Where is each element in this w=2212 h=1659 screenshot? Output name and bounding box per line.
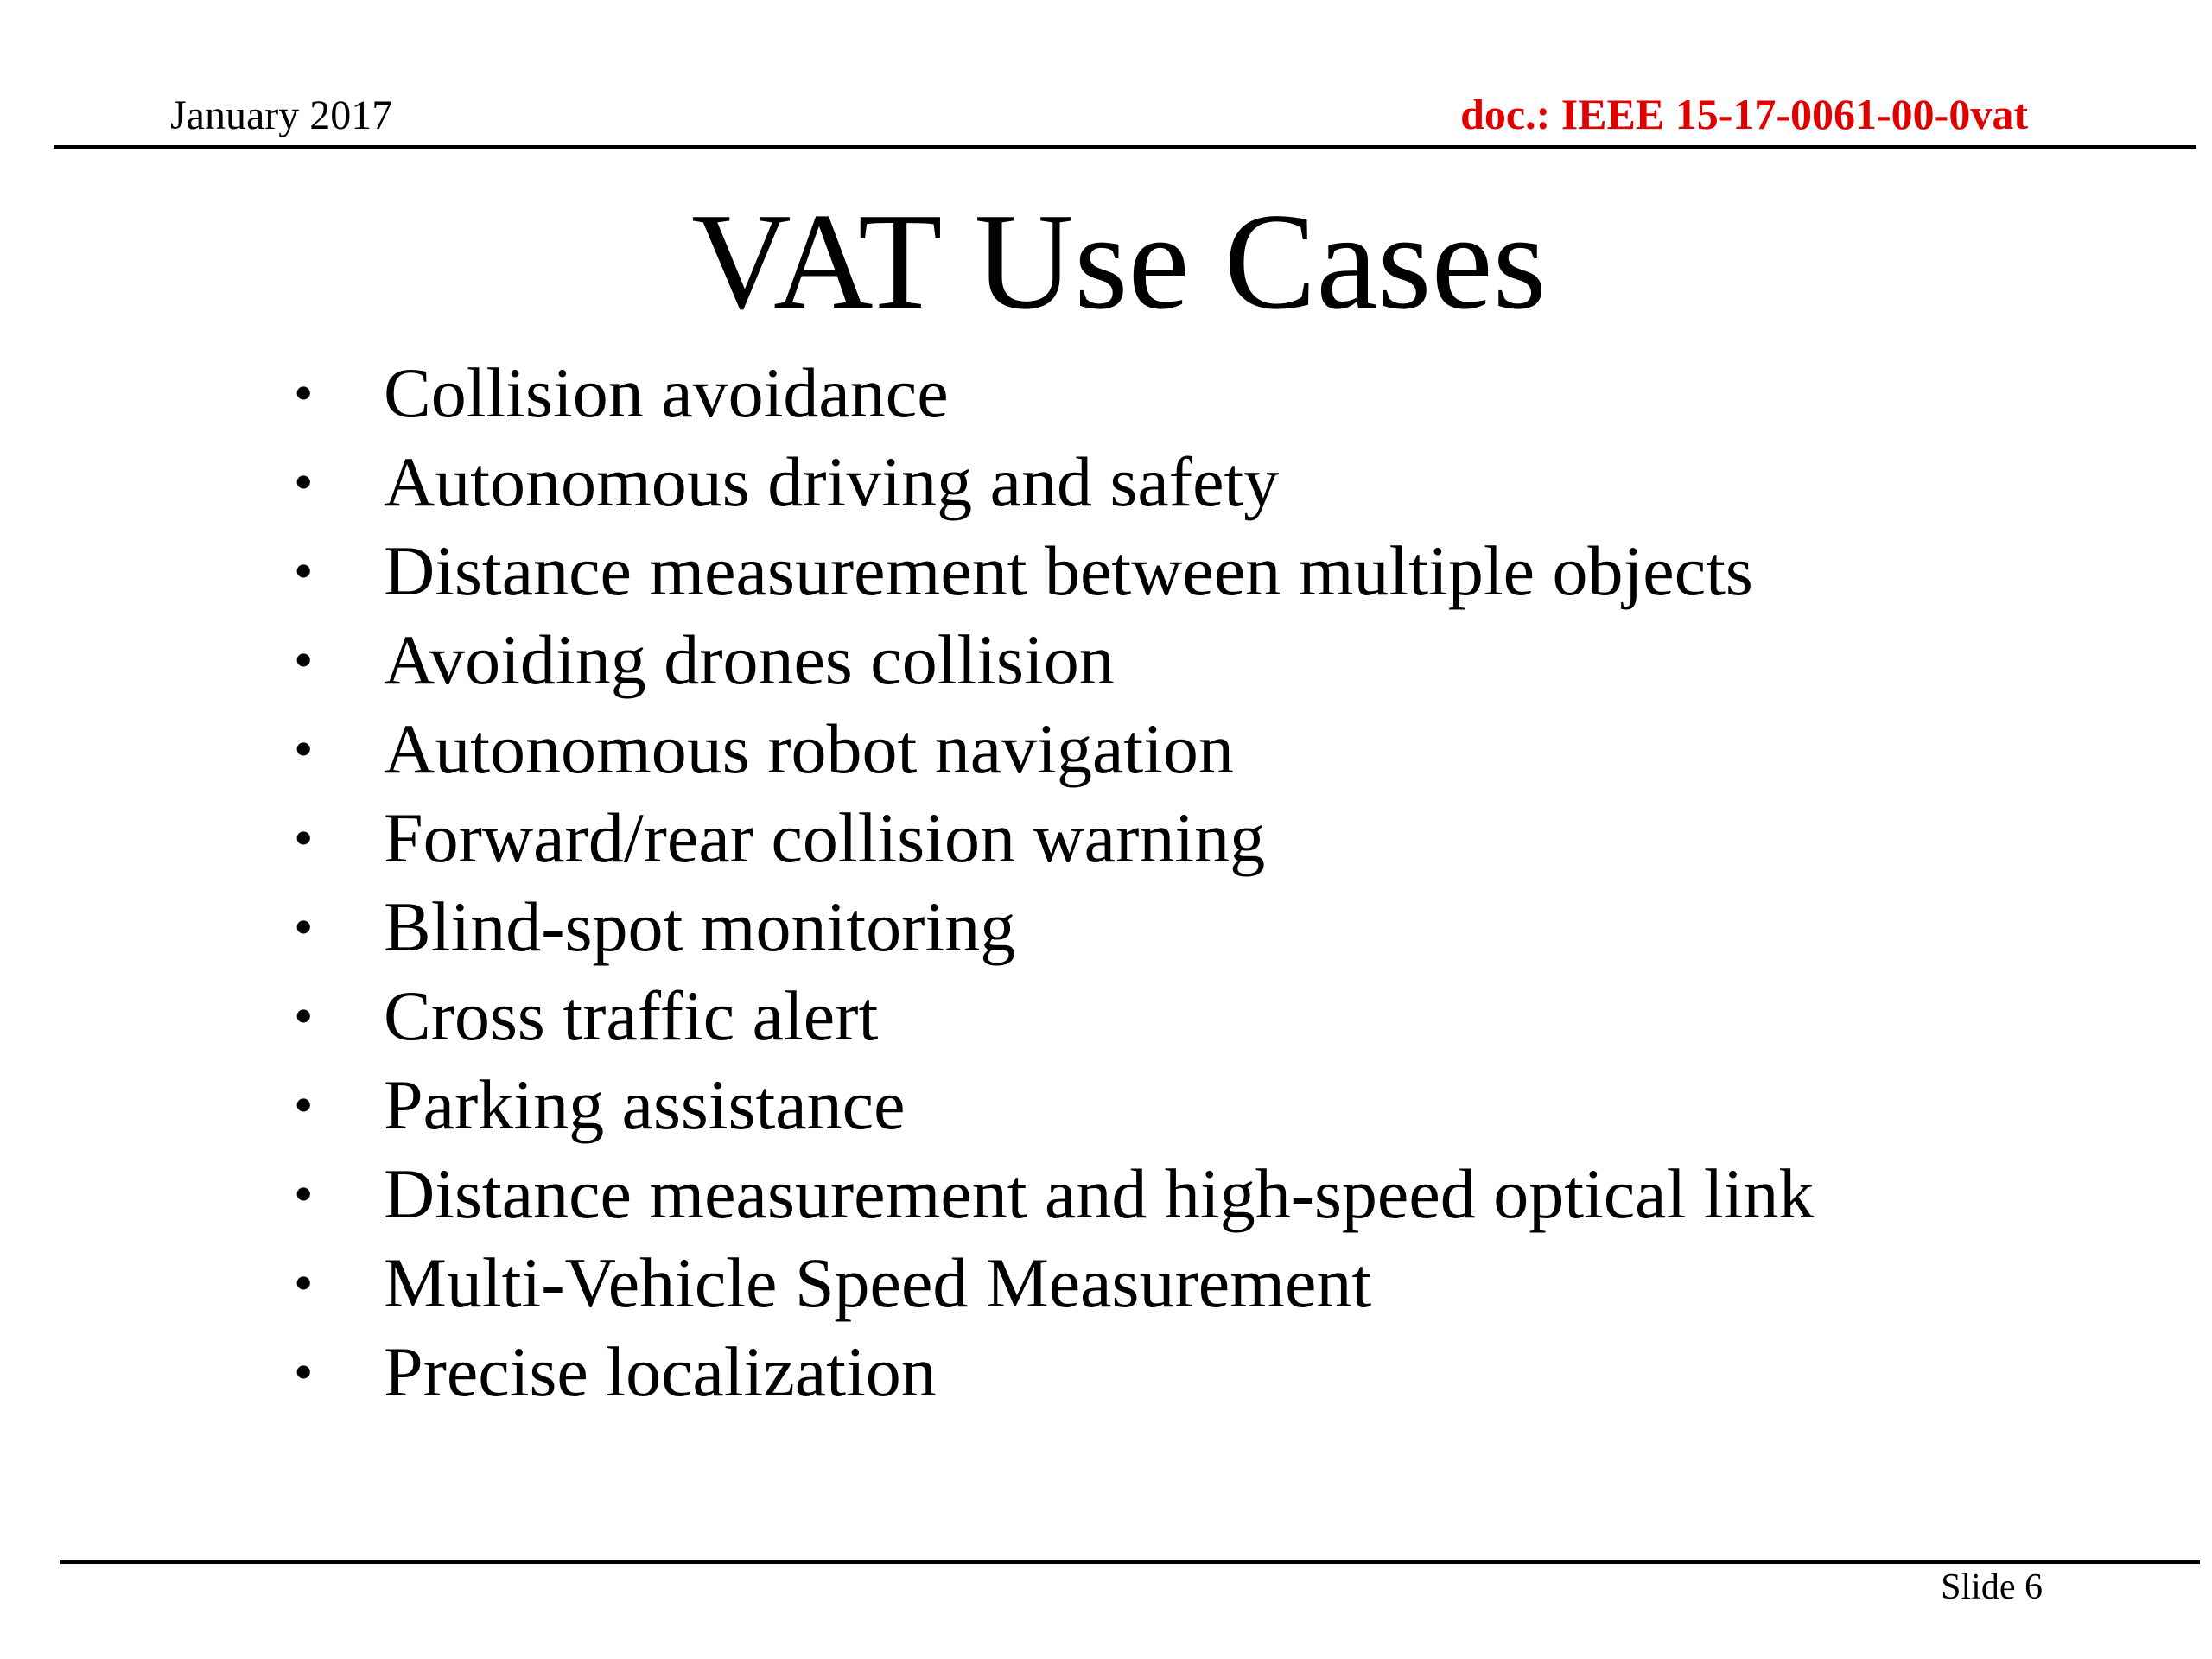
bullet-icon: • — [294, 540, 314, 601]
header-date: January 2017 — [170, 92, 393, 138]
bullet-icon: • — [294, 718, 314, 779]
bullet-icon: • — [294, 985, 314, 1046]
slide-number: Slide 6 — [1941, 1567, 2043, 1607]
bullet-icon: • — [294, 1341, 314, 1402]
list-item-text: Distance measurement and high-speed optical link — [384, 1154, 1815, 1233]
bullet-icon: • — [294, 629, 314, 690]
list-item-text: Autonomous robot navigation — [384, 709, 1234, 788]
footer-divider — [60, 1560, 2200, 1564]
list-item-text: Avoiding drones collision — [384, 620, 1115, 699]
header-doc-id: doc.: IEEE 15-17-0061-00-0vat — [1460, 90, 2028, 138]
bullet-icon: • — [294, 362, 314, 423]
list-item-text: Cross traffic alert — [384, 976, 879, 1055]
list-item-text: Autonomous driving and safety — [384, 442, 1280, 521]
list-item-text: Distance measurement between multiple objects — [384, 531, 1753, 610]
list-item-text: Parking assistance — [384, 1065, 906, 1144]
list-item-text: Forward/rear collision warning — [384, 798, 1266, 877]
bullet-icon: • — [294, 896, 314, 957]
bullet-icon: • — [294, 1163, 314, 1224]
bullet-icon: • — [294, 1252, 314, 1313]
list-item-text: Collision avoidance — [384, 353, 949, 432]
list-item-text: Precise localization — [384, 1332, 937, 1411]
list-item-text: Blind-spot monitoring — [384, 887, 1016, 966]
bullet-icon: • — [294, 451, 314, 512]
header-divider — [54, 145, 2196, 149]
bullet-icon: • — [294, 807, 314, 868]
slide-title: VAT Use Cases — [691, 184, 1547, 338]
list-item-text: Multi-Vehicle Speed Measurement — [384, 1243, 1372, 1322]
bullet-icon: • — [294, 1074, 314, 1135]
